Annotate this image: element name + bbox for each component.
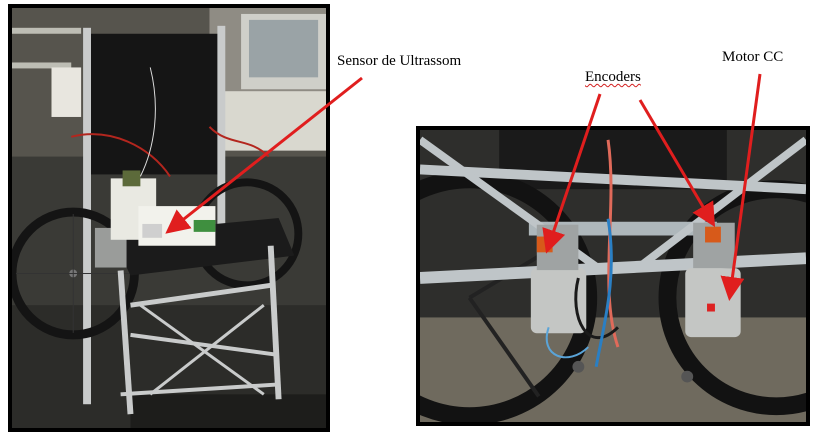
- motor-encoder-photo: [420, 130, 806, 422]
- left-photo-frame: [8, 4, 330, 432]
- encoders-label: [585, 70, 641, 85]
- wheelchair-photo: [12, 8, 326, 428]
- motor-encoder-illustration: [420, 130, 806, 422]
- ultrasound-sensor-label: Sensor de Ultrassom: [337, 53, 462, 69]
- dc-motor-label: Motor CC: [722, 49, 784, 65]
- encoders-label-text: Encoders: [585, 69, 641, 85]
- right-photo-frame: [416, 126, 810, 426]
- wheelchair-illustration: [12, 8, 326, 428]
